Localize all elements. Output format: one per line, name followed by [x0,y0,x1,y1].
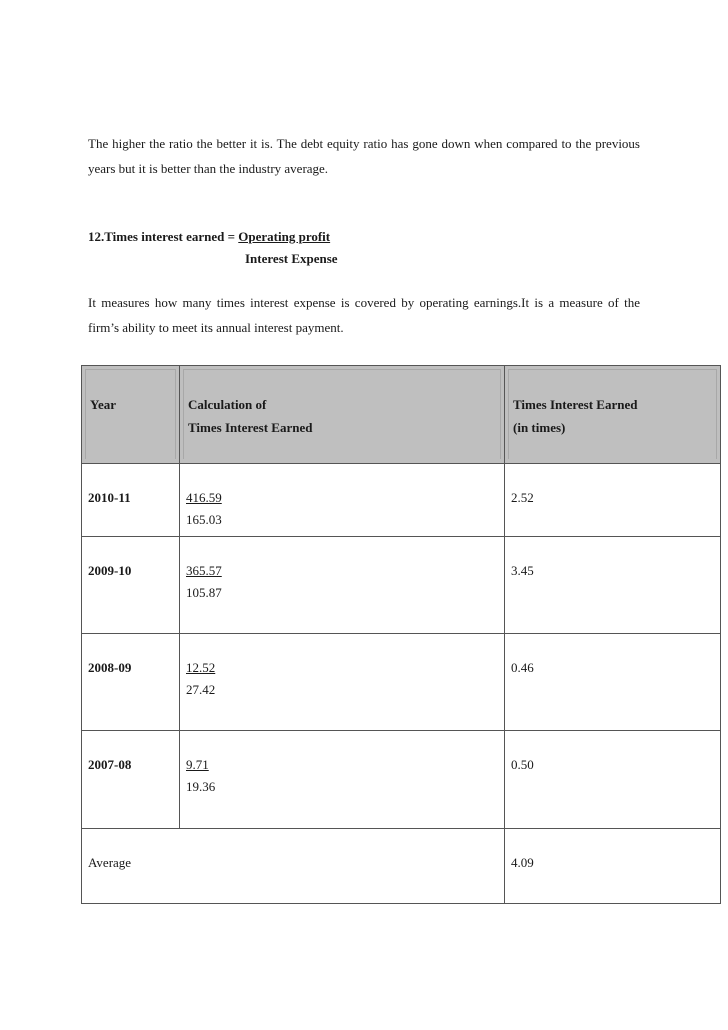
average-value: 4.09 [511,855,534,870]
formula-label: 12.Times interest earned = [88,229,239,244]
row-denominator: 27.42 [186,682,216,697]
table-row [82,464,721,537]
header-calc-line2: Times Interest Earned [188,420,313,435]
row-denominator: 19.36 [186,779,216,794]
formula-denominator: Interest Expense [245,251,338,266]
table-row [82,634,721,731]
description-paragraph: It measures how many times interest expense is covered by operating earnings.It is a measure of the firm’s ability to meet its annual interest payment. [88,295,640,335]
table-header-row [82,366,721,464]
average-row [82,829,721,904]
average-label: Average [88,855,132,870]
formula-numerator: Operating profit [238,229,331,244]
intro-paragraph: The higher the ratio the better it is. The debt equity ratio has gone down when compared to the previous years but it is better than the industry average. [88,136,640,176]
row-year: 2010-11 [88,490,131,505]
row-numerator: 416.59 [186,490,222,505]
header-result-line2: (in times) [513,420,566,435]
row-denominator: 105.87 [186,585,222,600]
row-year: 2008-09 [88,660,132,675]
formula [88,226,338,266]
row-year: 2007-08 [88,757,132,772]
row-result: 3.45 [511,563,534,578]
times-interest-earned-table [81,365,721,904]
row-result: 0.46 [511,660,534,675]
row-year: 2009-10 [88,563,132,578]
table-row [82,731,721,829]
row-result: 0.50 [511,757,534,772]
row-numerator: 9.71 [186,757,209,772]
row-numerator: 12.52 [186,660,216,675]
row-numerator: 365.57 [186,563,222,578]
header-calc-line1: Calculation of [188,397,267,412]
header-result-line1: Times Interest Earned [513,397,638,412]
header-year: Year [90,397,116,412]
row-result: 2.52 [511,490,534,505]
table-row [82,537,721,634]
row-denominator: 165.03 [186,512,222,527]
